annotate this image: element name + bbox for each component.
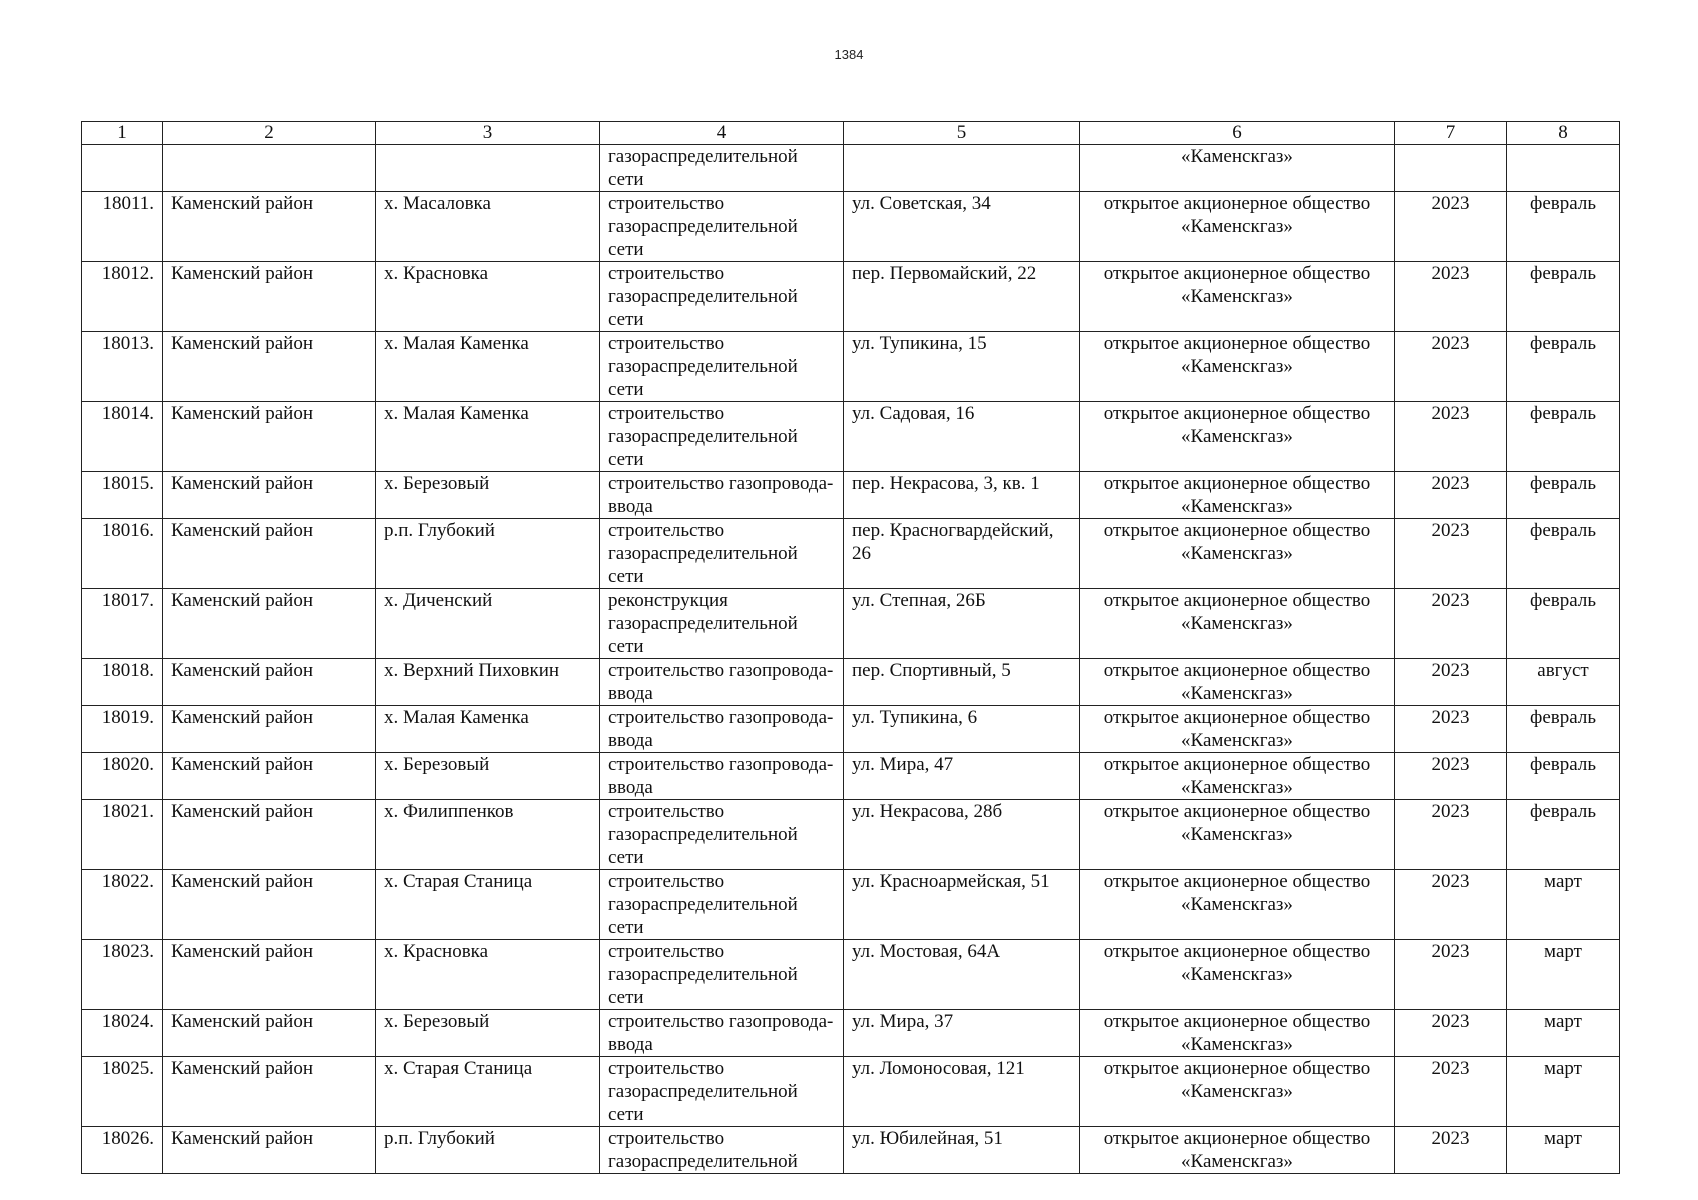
cell-month: март bbox=[1507, 1127, 1620, 1174]
cell-address: ул. Мира, 47 bbox=[844, 753, 1080, 800]
cell-year: 2023 bbox=[1395, 332, 1507, 402]
cell-address: ул. Садовая, 16 bbox=[844, 402, 1080, 472]
cell-organization: открытое акционерное общество «Каменскгаз» bbox=[1080, 706, 1395, 753]
cell-year: 2023 bbox=[1395, 1057, 1507, 1127]
cell-address: ул. Тупикина, 6 bbox=[844, 706, 1080, 753]
cell-organization: открытое акционерное общество «Каменскгаз» bbox=[1080, 940, 1395, 1010]
cell-year: 2023 bbox=[1395, 1127, 1507, 1174]
column-header-4: 4 bbox=[600, 122, 844, 145]
cell-work: строительство газораспределительной сети bbox=[600, 800, 844, 870]
table-row bbox=[82, 1057, 1620, 1127]
cell-month: февраль bbox=[1507, 472, 1620, 519]
cell-year: 2023 bbox=[1395, 659, 1507, 706]
cell-number: 18011. bbox=[82, 192, 163, 262]
cell-work: строительство газораспределительной сети bbox=[600, 192, 844, 262]
cell-district: Каменский район bbox=[163, 192, 376, 262]
cell-organization: открытое акционерное общество «Каменскгаз» bbox=[1080, 1010, 1395, 1057]
header-row bbox=[82, 122, 1620, 145]
cell-district: Каменский район bbox=[163, 519, 376, 589]
cell-work: строительство газораспределительной сети bbox=[600, 402, 844, 472]
cell-number: 18012. bbox=[82, 262, 163, 332]
cell-work: строительство газораспределительной сети bbox=[600, 870, 844, 940]
column-header-1: 1 bbox=[82, 122, 163, 145]
continuation-row bbox=[82, 145, 1620, 192]
cell-work: реконструкция газораспределительной сети bbox=[600, 589, 844, 659]
cell-organization: открытое акционерное общество «Каменскгаз» bbox=[1080, 519, 1395, 589]
cell-district: Каменский район bbox=[163, 589, 376, 659]
cell-work: строительство газопровода-ввода bbox=[600, 753, 844, 800]
cell-month: февраль bbox=[1507, 589, 1620, 659]
cell-year: 2023 bbox=[1395, 1010, 1507, 1057]
cell-district: Каменский район bbox=[163, 1057, 376, 1127]
table-row bbox=[82, 519, 1620, 589]
cell-organization: открытое акционерное общество «Каменскгаз» bbox=[1080, 192, 1395, 262]
cell-work: строительство газораспределительной bbox=[600, 1127, 844, 1174]
cell-settlement: р.п. Глубокий bbox=[376, 519, 600, 589]
column-header-6: 6 bbox=[1080, 122, 1395, 145]
cell-month: февраль bbox=[1507, 706, 1620, 753]
table-row bbox=[82, 940, 1620, 1010]
cell-address: пер. Некрасова, 3, кв. 1 bbox=[844, 472, 1080, 519]
column-header-8: 8 bbox=[1507, 122, 1620, 145]
cell-district: Каменский район bbox=[163, 706, 376, 753]
cell-organization: открытое акционерное общество «Каменскгаз» bbox=[1080, 589, 1395, 659]
table-row bbox=[82, 706, 1620, 753]
table-row bbox=[82, 192, 1620, 262]
cell-month bbox=[1507, 145, 1620, 192]
table-row bbox=[82, 870, 1620, 940]
cell-settlement: х. Березовый bbox=[376, 1010, 600, 1057]
cell-district: Каменский район bbox=[163, 753, 376, 800]
table-row bbox=[82, 262, 1620, 332]
cell-number: 18024. bbox=[82, 1010, 163, 1057]
cell-address: ул. Советская, 34 bbox=[844, 192, 1080, 262]
cell-organization: открытое акционерное общество «Каменскгаз» bbox=[1080, 800, 1395, 870]
cell-year: 2023 bbox=[1395, 262, 1507, 332]
cell-district: Каменский район bbox=[163, 472, 376, 519]
cell-month: февраль bbox=[1507, 519, 1620, 589]
cell-district: Каменский район bbox=[163, 940, 376, 1010]
cell-work: строительство газопровода-ввода bbox=[600, 706, 844, 753]
cell-address: ул. Некрасова, 28б bbox=[844, 800, 1080, 870]
cell-settlement: х. Старая Станица bbox=[376, 1057, 600, 1127]
cell-month: март bbox=[1507, 940, 1620, 1010]
cell-work: строительство газопровода-ввода bbox=[600, 472, 844, 519]
cell-organization: открытое акционерное общество «Каменскгаз» bbox=[1080, 870, 1395, 940]
cell-settlement: х. Красновка bbox=[376, 262, 600, 332]
cell-year bbox=[1395, 145, 1507, 192]
cell-address: пер. Спортивный, 5 bbox=[844, 659, 1080, 706]
cell-work: газораспределительной сети bbox=[600, 145, 844, 192]
cell-number: 18013. bbox=[82, 332, 163, 402]
cell-month: февраль bbox=[1507, 402, 1620, 472]
cell-organization: открытое акционерное общество «Каменскгаз» bbox=[1080, 472, 1395, 519]
column-header-5: 5 bbox=[844, 122, 1080, 145]
table-row bbox=[82, 402, 1620, 472]
cell-number: 18017. bbox=[82, 589, 163, 659]
cell-year: 2023 bbox=[1395, 706, 1507, 753]
cell-number: 18016. bbox=[82, 519, 163, 589]
cell-work: строительство газораспределительной сети bbox=[600, 519, 844, 589]
cell-year: 2023 bbox=[1395, 519, 1507, 589]
cell-month: февраль bbox=[1507, 800, 1620, 870]
table-row bbox=[82, 1010, 1620, 1057]
register-table bbox=[81, 121, 1620, 1174]
cell-organization: открытое акционерное общество «Каменскгаз» bbox=[1080, 332, 1395, 402]
cell-year: 2023 bbox=[1395, 753, 1507, 800]
cell-number: 18015. bbox=[82, 472, 163, 519]
cell-address: ул. Степная, 26Б bbox=[844, 589, 1080, 659]
table-row bbox=[82, 800, 1620, 870]
cell-year: 2023 bbox=[1395, 870, 1507, 940]
cell-number: 18018. bbox=[82, 659, 163, 706]
cell-year: 2023 bbox=[1395, 940, 1507, 1010]
cell-settlement: х. Масаловка bbox=[376, 192, 600, 262]
cell-month: март bbox=[1507, 1057, 1620, 1127]
cell-settlement: х. Березовый bbox=[376, 472, 600, 519]
cell-number: 18014. bbox=[82, 402, 163, 472]
table-row bbox=[82, 1127, 1620, 1174]
cell-organization: открытое акционерное общество «Каменскгаз» bbox=[1080, 1127, 1395, 1174]
cell-organization: открытое акционерное общество «Каменскгаз» bbox=[1080, 262, 1395, 332]
cell-month: февраль bbox=[1507, 332, 1620, 402]
column-header-7: 7 bbox=[1395, 122, 1507, 145]
cell-month: март bbox=[1507, 870, 1620, 940]
column-header-3: 3 bbox=[376, 122, 600, 145]
cell-address: пер. Красногвардейский, 26 bbox=[844, 519, 1080, 589]
cell-district: Каменский район bbox=[163, 1127, 376, 1174]
table-row bbox=[82, 332, 1620, 402]
cell-number bbox=[82, 145, 163, 192]
cell-organization: открытое акционерное общество «Каменскгаз» bbox=[1080, 402, 1395, 472]
cell-month: февраль bbox=[1507, 753, 1620, 800]
cell-number: 18025. bbox=[82, 1057, 163, 1127]
cell-number: 18023. bbox=[82, 940, 163, 1010]
cell-work: строительство газораспределительной сети bbox=[600, 332, 844, 402]
cell-month: март bbox=[1507, 1010, 1620, 1057]
cell-district: Каменский район bbox=[163, 800, 376, 870]
table-row bbox=[82, 659, 1620, 706]
cell-number: 18020. bbox=[82, 753, 163, 800]
cell-number: 18026. bbox=[82, 1127, 163, 1174]
cell-organization: открытое акционерное общество «Каменскгаз» bbox=[1080, 659, 1395, 706]
cell-district: Каменский район bbox=[163, 402, 376, 472]
cell-month: февраль bbox=[1507, 262, 1620, 332]
cell-month: август bbox=[1507, 659, 1620, 706]
cell-work: строительство газораспределительной сети bbox=[600, 940, 844, 1010]
cell-district: Каменский район bbox=[163, 659, 376, 706]
cell-settlement: х. Красновка bbox=[376, 940, 600, 1010]
cell-settlement bbox=[376, 145, 600, 192]
cell-year: 2023 bbox=[1395, 472, 1507, 519]
table-header bbox=[82, 122, 1620, 145]
column-header-2: 2 bbox=[163, 122, 376, 145]
cell-number: 18019. bbox=[82, 706, 163, 753]
cell-district: Каменский район bbox=[163, 262, 376, 332]
cell-settlement: х. Малая Каменка bbox=[376, 402, 600, 472]
cell-district: Каменский район bbox=[163, 332, 376, 402]
cell-settlement: х. Старая Станица bbox=[376, 870, 600, 940]
cell-settlement: х. Березовый bbox=[376, 753, 600, 800]
cell-address: ул. Ломоносовая, 121 bbox=[844, 1057, 1080, 1127]
cell-address: ул. Мостовая, 64А bbox=[844, 940, 1080, 1010]
cell-district: Каменский район bbox=[163, 870, 376, 940]
cell-work: строительство газораспределительной сети bbox=[600, 1057, 844, 1127]
cell-district: Каменский район bbox=[163, 1010, 376, 1057]
cell-month: февраль bbox=[1507, 192, 1620, 262]
cell-settlement: х. Малая Каменка bbox=[376, 332, 600, 402]
cell-organization: открытое акционерное общество «Каменскгаз» bbox=[1080, 1057, 1395, 1127]
table-row bbox=[82, 472, 1620, 519]
cell-address: ул. Юбилейная, 51 bbox=[844, 1127, 1080, 1174]
cell-year: 2023 bbox=[1395, 800, 1507, 870]
cell-address: ул. Тупикина, 15 bbox=[844, 332, 1080, 402]
table-body bbox=[82, 145, 1620, 1174]
cell-organization: открытое акционерное общество «Каменскгаз» bbox=[1080, 753, 1395, 800]
cell-work: строительство газопровода-ввода bbox=[600, 659, 844, 706]
page-number: 1384 bbox=[834, 47, 864, 62]
cell-work: строительство газораспределительной сети bbox=[600, 262, 844, 332]
table-row bbox=[82, 589, 1620, 659]
cell-address bbox=[844, 145, 1080, 192]
cell-settlement: х. Малая Каменка bbox=[376, 706, 600, 753]
cell-year: 2023 bbox=[1395, 589, 1507, 659]
cell-number: 18021. bbox=[82, 800, 163, 870]
cell-address: пер. Первомайский, 22 bbox=[844, 262, 1080, 332]
cell-settlement: х. Верхний Пиховкин bbox=[376, 659, 600, 706]
cell-settlement: х. Филиппенков bbox=[376, 800, 600, 870]
cell-number: 18022. bbox=[82, 870, 163, 940]
cell-district bbox=[163, 145, 376, 192]
table-row bbox=[82, 753, 1620, 800]
cell-year: 2023 bbox=[1395, 402, 1507, 472]
cell-work: строительство газопровода-ввода bbox=[600, 1010, 844, 1057]
cell-organization: «Каменскгаз» bbox=[1080, 145, 1395, 192]
cell-address: ул. Красноармейская, 51 bbox=[844, 870, 1080, 940]
cell-settlement: х. Диченский bbox=[376, 589, 600, 659]
cell-address: ул. Мира, 37 bbox=[844, 1010, 1080, 1057]
cell-year: 2023 bbox=[1395, 192, 1507, 262]
cell-settlement: р.п. Глубокий bbox=[376, 1127, 600, 1174]
